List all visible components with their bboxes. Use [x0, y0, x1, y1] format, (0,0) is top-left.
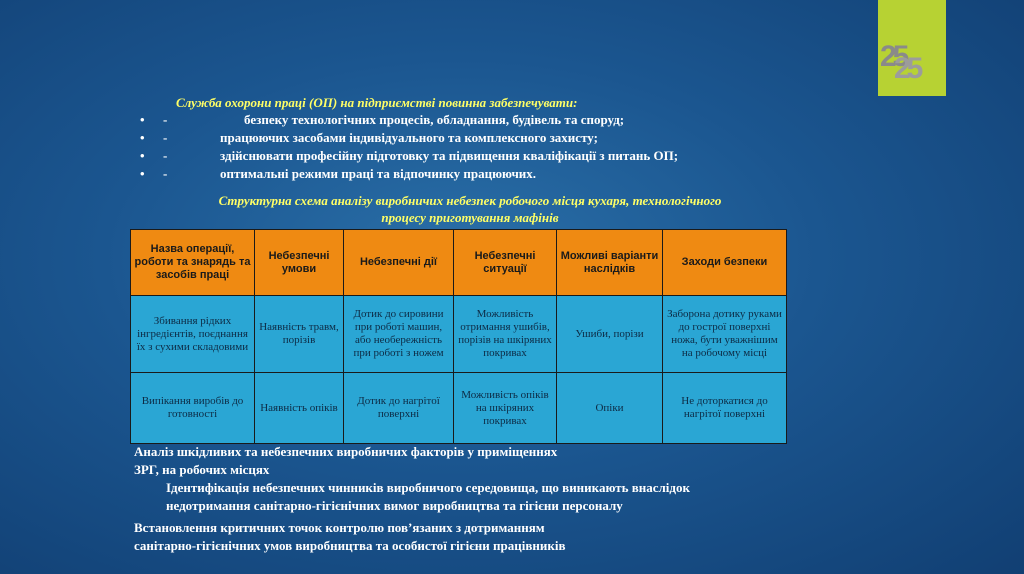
- slide-number-shadow: 25: [880, 40, 906, 73]
- table-cell: Можливість отримання ушибів, порізів на шкіряних покривах: [454, 296, 557, 373]
- column-header: Можливі варіанти наслідків: [557, 230, 663, 296]
- table-cell: Наявність травм, порізів: [255, 296, 344, 373]
- establishment-line: санітарно-гігієнічних умов виробництва та особистої гігієни працівників: [134, 538, 566, 553]
- bullet-icon: •: [140, 112, 145, 127]
- table-header-row: [131, 230, 787, 296]
- schema-title-line: процесу приготування мафінів: [381, 210, 559, 225]
- bullet-icon: •: [140, 130, 145, 145]
- list-item-text: оптимальні режими праці та відпочинку працюючих.: [220, 166, 537, 181]
- bullet-icon: •: [140, 148, 145, 163]
- column-header: Назва операції, роботи та знарядь та засобів праці: [131, 230, 255, 296]
- table-cell: Наявність опіків: [255, 373, 344, 444]
- table-row: [131, 296, 787, 373]
- schema-title: [130, 192, 810, 226]
- schema-title-line: Структурна схема аналізу виробничих небезпек робочого місця кухаря, технологічного: [218, 193, 722, 208]
- table-cell: Не доторкатися до нагрітої поверхні: [663, 373, 787, 444]
- list-item-text: працюючих засобами індивідуального та комплексного захисту;: [220, 130, 598, 145]
- intro-title: Служба охорони праці (ОП) на підприємстві повинна забезпечувати:: [176, 95, 578, 110]
- dash-marker: -: [163, 166, 168, 181]
- table-row: [131, 373, 787, 444]
- dash-marker: -: [163, 130, 168, 145]
- analysis-line: ЗРГ, на робочих місцях: [134, 462, 270, 477]
- column-header: Небезпечні ситуації: [454, 230, 557, 296]
- list-item-text: здійснювати професійну підготовку та підвищення кваліфікації з питань ОП;: [220, 148, 679, 163]
- table-cell: Випікання виробів до готовності: [131, 373, 255, 444]
- dash-marker: -: [163, 112, 168, 127]
- hazards-table: [130, 229, 787, 444]
- column-header: Небезпечні дії: [344, 230, 454, 296]
- identification-line: недотримання санітарно-гігієнічних вимог виробництва та гігієни персоналу: [166, 498, 623, 513]
- column-header: Небезпечні умови: [255, 230, 344, 296]
- analysis-line: Аналіз шкідливих та небезпечних виробничих факторів у приміщеннях: [134, 444, 558, 459]
- table-cell: Можливість опіків на шкіряних покривах: [454, 373, 557, 444]
- table-cell: Дотик до сировини при роботі машин, або необережність при роботі з ножем: [344, 296, 454, 373]
- table-cell: Ушиби, порізи: [557, 296, 663, 373]
- table-cell: Опіки: [557, 373, 663, 444]
- establishment-line: Встановлення критичних точок контролю пов’язаних з дотриманням: [134, 520, 545, 535]
- slide-number-front: 25: [894, 52, 920, 85]
- identification-line: Ідентифікація небезпечних чинників виробничого середовища, що виникають внаслідок: [166, 480, 690, 495]
- table-cell: Дотик до нагрітої поверхні: [344, 373, 454, 444]
- table-cell: Заборона дотику руками до гострої поверхні ножа, бути уважнішим на робочому місці: [663, 296, 787, 373]
- list-item-text: безпеку технологічних процесів, обладнання, будівель та споруд;: [244, 112, 625, 127]
- table-cell: Збивання рідких інгредієнтів, поєднання їх з сухими складовими: [131, 296, 255, 373]
- dash-marker: -: [163, 148, 168, 163]
- column-header: Заходи безпеки: [663, 230, 787, 296]
- bullet-icon: •: [140, 166, 145, 181]
